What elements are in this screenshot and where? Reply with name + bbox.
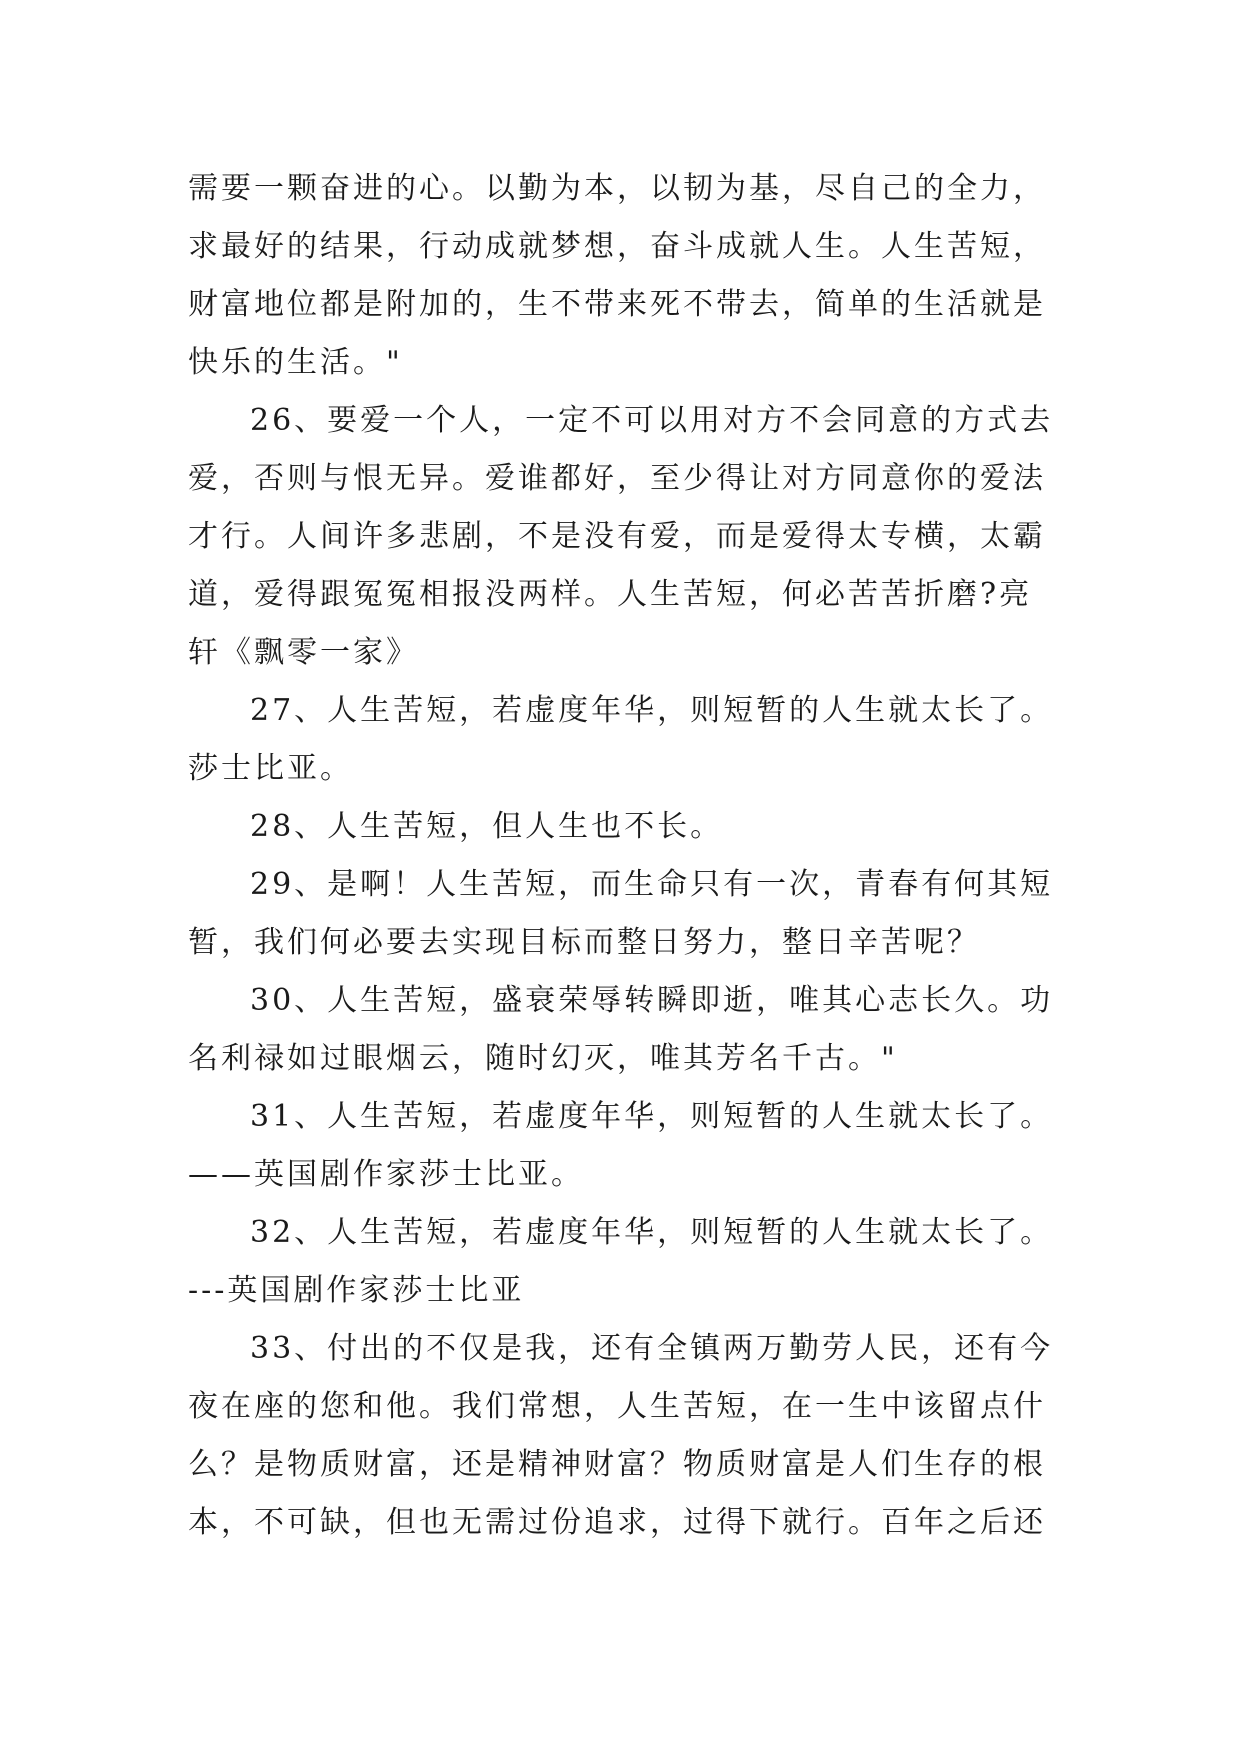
text-line: ---英国剧作家莎士比亚: [188, 1273, 525, 1308]
text-line: 夜在座的您和他。我们常想，人生苦短，在一生中该留点什: [188, 1389, 1046, 1424]
text-line: 32、人生苦短，若虚度年华，则短暂的人生就太长了。: [250, 1215, 1054, 1250]
text-line: 轩《飘零一家》: [188, 635, 419, 670]
text-line: 莎士比亚。: [188, 751, 353, 786]
text-line: 才行。人间许多悲剧，不是没有爱，而是爱得太专横，太霸: [188, 519, 1046, 554]
text-line: 本，不可缺，但也无需过份追求，过得下就行。百年之后还: [188, 1505, 1046, 1540]
text-line: 名利禄如过眼烟云，随时幻灭，唯其芳名千古。": [188, 1041, 898, 1076]
text-line: 31、人生苦短，若虚度年华，则短暂的人生就太长了。: [250, 1099, 1054, 1134]
text-line: 道，爱得跟冤冤相报没两样。人生苦短，何必苦苦折磨?亮: [188, 577, 1033, 612]
text-line: 爱，否则与恨无异。爱谁都好，至少得让对方同意你的爱法: [188, 461, 1046, 496]
text-line: 么？是物质财富，还是精神财富？物质财富是人们生存的根: [188, 1447, 1046, 1482]
text-line: 财富地位都是附加的，生不带来死不带去，简单的生活就是: [188, 287, 1046, 322]
text-line: ——英国剧作家莎士比亚。: [188, 1157, 584, 1192]
body-text: [188, 160, 1068, 1552]
text-line: 29、是啊！人生苦短，而生命只有一次，青春有何其短: [250, 867, 1054, 902]
text-line: 33、付出的不仅是我，还有全镇两万勤劳人民，还有今: [250, 1331, 1054, 1366]
text-line: 30、人生苦短，盛衰荣辱转瞬即逝，唯其心志长久。功: [250, 983, 1054, 1018]
text-line: 27、人生苦短，若虚度年华，则短暂的人生就太长了。: [250, 693, 1054, 728]
text-line: 需要一颗奋进的心。以勤为本，以韧为基，尽自己的全力，: [188, 171, 1046, 206]
text-line: 快乐的生活。": [188, 345, 403, 380]
text-line: 暂，我们何必要去实现目标而整日努力，整日辛苦呢？: [188, 925, 980, 960]
text-line: 28、人生苦短，但人生也不长。: [250, 809, 724, 844]
text-line: 求最好的结果，行动成就梦想，奋斗成就人生。人生苦短，: [188, 229, 1046, 264]
text-line: 26、要爱一个人，一定不可以用对方不会同意的方式去: [250, 403, 1054, 438]
